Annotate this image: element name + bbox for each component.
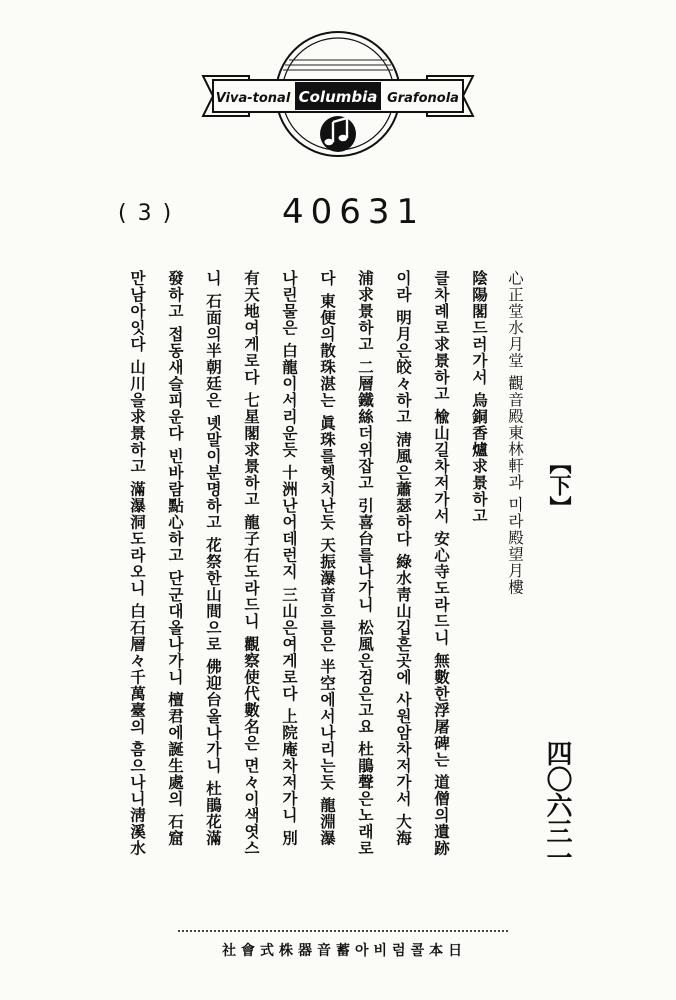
lyric-column: 클차례로求景하고 楡山길차저가서 安心寺도라드니 無數한浮屠碑는 道僧의遺跡 bbox=[432, 270, 450, 857]
side-catalog-number: 四〇六三一 bbox=[542, 740, 572, 870]
lyric-column: 心正堂水月堂 觀音殿東林軒과 미라殿望月樓 bbox=[506, 270, 524, 596]
lyric-column: 다 東便의散珠湛는 眞珠를헷치난듯 天振瀑音흐름은 半空에서나리는듯 龍淵瀑 bbox=[318, 270, 336, 847]
lyric-column: 니 石面의半朝廷은 녯말이분명하고 花祭한山間으로 佛迎台올나가니 杜鵑花滿 bbox=[204, 270, 222, 847]
music-note-icon bbox=[320, 116, 356, 152]
lyrics-block bbox=[113, 270, 528, 915]
lyric-column: 發하고 접동새슬피운다 빈바람點心하고 단군대올나가니 檀君에誕生處의 石窟 bbox=[166, 270, 184, 847]
lyric-column: 만남아잇다 山川을求景하고 滿瀑洞도라오니 白石層々千萬臺의 흠으나니淸溪水 bbox=[128, 270, 146, 857]
logo-center-text: Columbia bbox=[298, 88, 378, 106]
lyric-column: 나린물은 白龍이서리운듯 十洲난어데런지 三山은여게로다 上院庵차저가니 別 bbox=[280, 270, 298, 847]
columbia-logo bbox=[197, 30, 479, 158]
logo-left-text: Viva-tonal bbox=[215, 91, 291, 106]
publisher-footer: 社會式株器音蓄아비럼콜本日 bbox=[222, 943, 468, 959]
lyric-column: 陰陽閣드러가서 烏銅香爐求景하고 bbox=[470, 270, 488, 524]
lyric-column: 이라 明月은皎々하고 淸風은蕭瑟하다 綠水靑山깁흔곳에 사원암차저가서 大海 bbox=[394, 270, 412, 847]
logo-right-text: Grafonola bbox=[387, 91, 459, 106]
lyric-column: 浦求景하고 二層鐵絲더위잡고 引喜台를나가니 松風은검은고요 杜鵑聲은노래로 bbox=[356, 270, 374, 857]
lyric-column: 有天地여게로다 七星閣求景하고 龍子石도라드니 觀察使代數名은 면々이색엿스 bbox=[242, 270, 260, 857]
side-part-label: 【下】 bbox=[546, 452, 571, 518]
issue-number: ( 3 ) bbox=[118, 201, 174, 226]
catalog-number: 40631 bbox=[282, 192, 426, 232]
footer-divider bbox=[178, 930, 508, 932]
